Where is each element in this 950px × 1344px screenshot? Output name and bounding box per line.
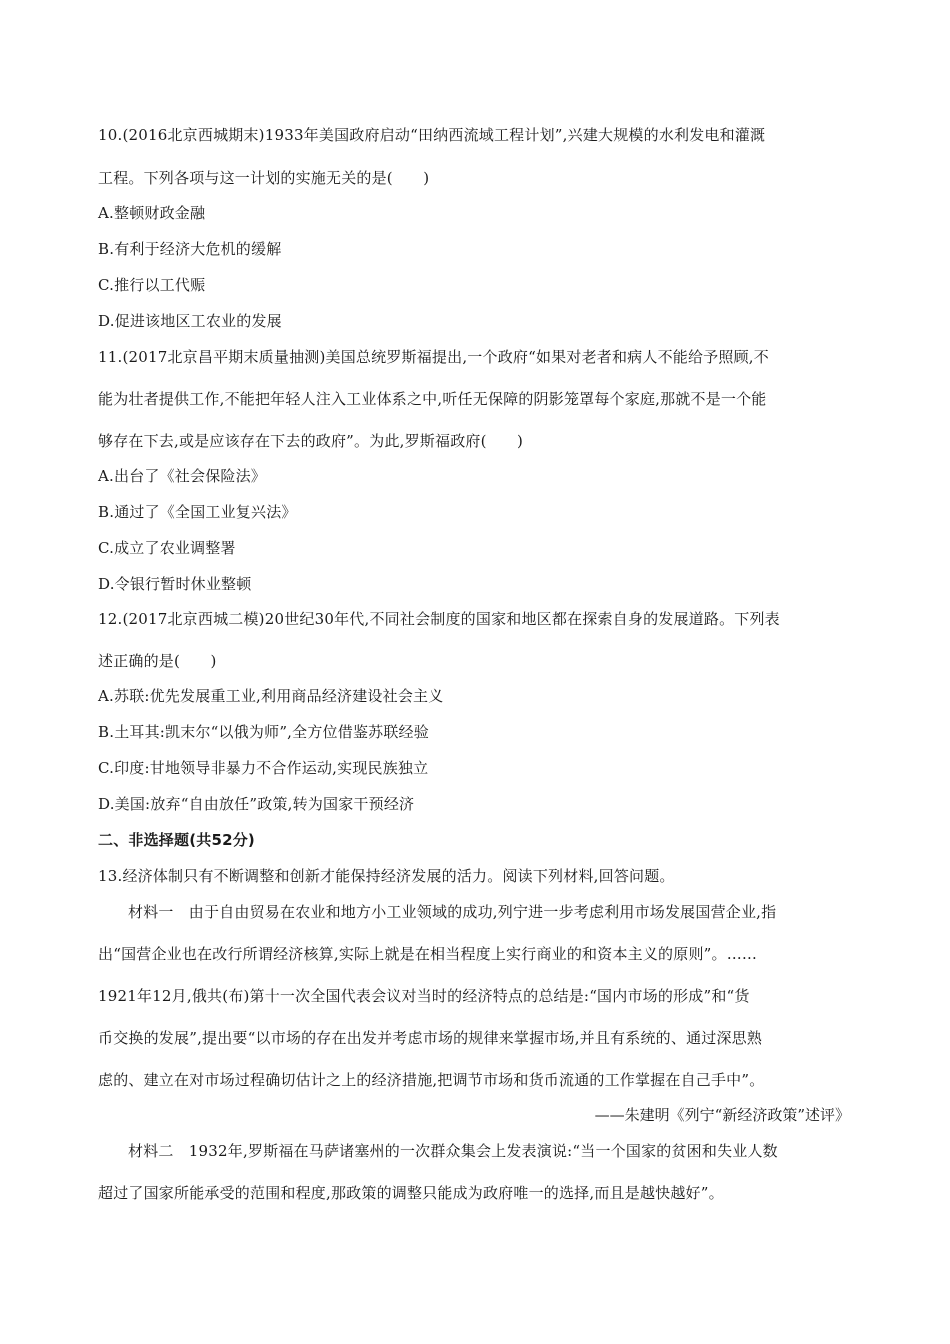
q12-option-c: C.印度:甘地领导非暴力不合作运动,实现民族独立 xyxy=(98,759,429,777)
q13-material1-line-3: 1921年12月,俄共(布)第十一次全国代表会议对当时的经济特点的总结是:“国内市场的形成”和“货 xyxy=(98,987,750,1005)
q13-material1-line-5: 虑的、建立在对市场过程确切估计之上的经济措施,把调节市场和货币流通的工作掌握在自己手中”。 xyxy=(98,1071,765,1089)
section-heading: 二、非选择题(共52分) xyxy=(98,831,255,849)
q13-material1-source: ——朱建明《列宁“新经济政策”述评》 xyxy=(594,1106,850,1124)
q12-option-b: B.土耳其:凯末尔“以俄为师”,全方位借鉴苏联经验 xyxy=(98,723,429,741)
q11-stem-line-2: 能为壮者提供工作,不能把年轻人注入工业体系之中,听任无保障的阴影笼罩每个家庭,那就不是一个能 xyxy=(98,390,767,408)
q11-option-a: A.出台了《社会保险法》 xyxy=(98,467,267,485)
q12-option-d: D.美国:放弃“自由放任”政策,转为国家干预经济 xyxy=(98,795,415,813)
q11-stem-line-3: 够存在下去,或是应该存在下去的政府”。为此,罗斯福政府( ) xyxy=(98,432,524,450)
q10-option-d: D.促进该地区工农业的发展 xyxy=(98,312,282,330)
q13-material2-line-1: 材料二 1932年,罗斯福在马萨诸塞州的一次群众集会上发表演说:“当一个国家的贫困和失业人数 xyxy=(128,1142,778,1160)
q13-stem: 13.经济体制只有不断调整和创新才能保持经济发展的活力。阅读下列材料,回答问题。 xyxy=(98,867,675,885)
q11-option-b: B.通过了《全国工业复兴法》 xyxy=(98,503,297,521)
q13-material1-line-4: 币交换的发展”,提出要“以市场的存在出发并考虑市场的规律来掌握市场,并且有系统的、通过深思熟 xyxy=(98,1029,763,1047)
q13-material1-line-2: 出“国营企业也在改行所谓经济核算,实际上就是在相当程度上实行商业的和资本主义的原则”。…… xyxy=(98,945,758,963)
q11-stem-line-1: 11.(2017北京昌平期末质量抽测)美国总统罗斯福提出,一个政府“如果对老者和病人不能给予照顾,不 xyxy=(98,348,769,366)
q11-option-c: C.成立了农业调整署 xyxy=(98,539,236,557)
q11-option-d: D.令银行暂时休业整顿 xyxy=(98,575,252,593)
q10-option-a: A.整顿财政金融 xyxy=(98,204,206,222)
q10-stem-line-1: 10.(2016北京西城期末)1933年美国政府启动“田纳西流域工程计划”,兴建大规模的水利发电和灌溉 xyxy=(98,126,766,144)
q13-material2-line-2: 超过了国家所能承受的范围和程度,那政策的调整只能成为政府唯一的选择,而且是越快越好”。 xyxy=(98,1184,724,1202)
q12-stem-line-1: 12.(2017北京西城二模)20世纪30年代,不同社会制度的国家和地区都在探索自身的发展道路。下列表 xyxy=(98,610,780,628)
q13-material1-line-1: 材料一 由于自由贸易在农业和地方小工业领域的成功,列宁进一步考虑利用市场发展国营企业,指 xyxy=(128,903,777,921)
q10-option-c: C.推行以工代赈 xyxy=(98,276,206,294)
q10-option-b: B.有利于经济大危机的缓解 xyxy=(98,240,282,258)
q12-stem-line-2: 述正确的是( ) xyxy=(98,652,217,670)
q10-stem-line-2: 工程。下列各项与这一计划的实施无关的是( ) xyxy=(98,169,430,187)
q12-option-a: A.苏联:优先发展重工业,利用商品经济建设社会主义 xyxy=(98,687,444,705)
